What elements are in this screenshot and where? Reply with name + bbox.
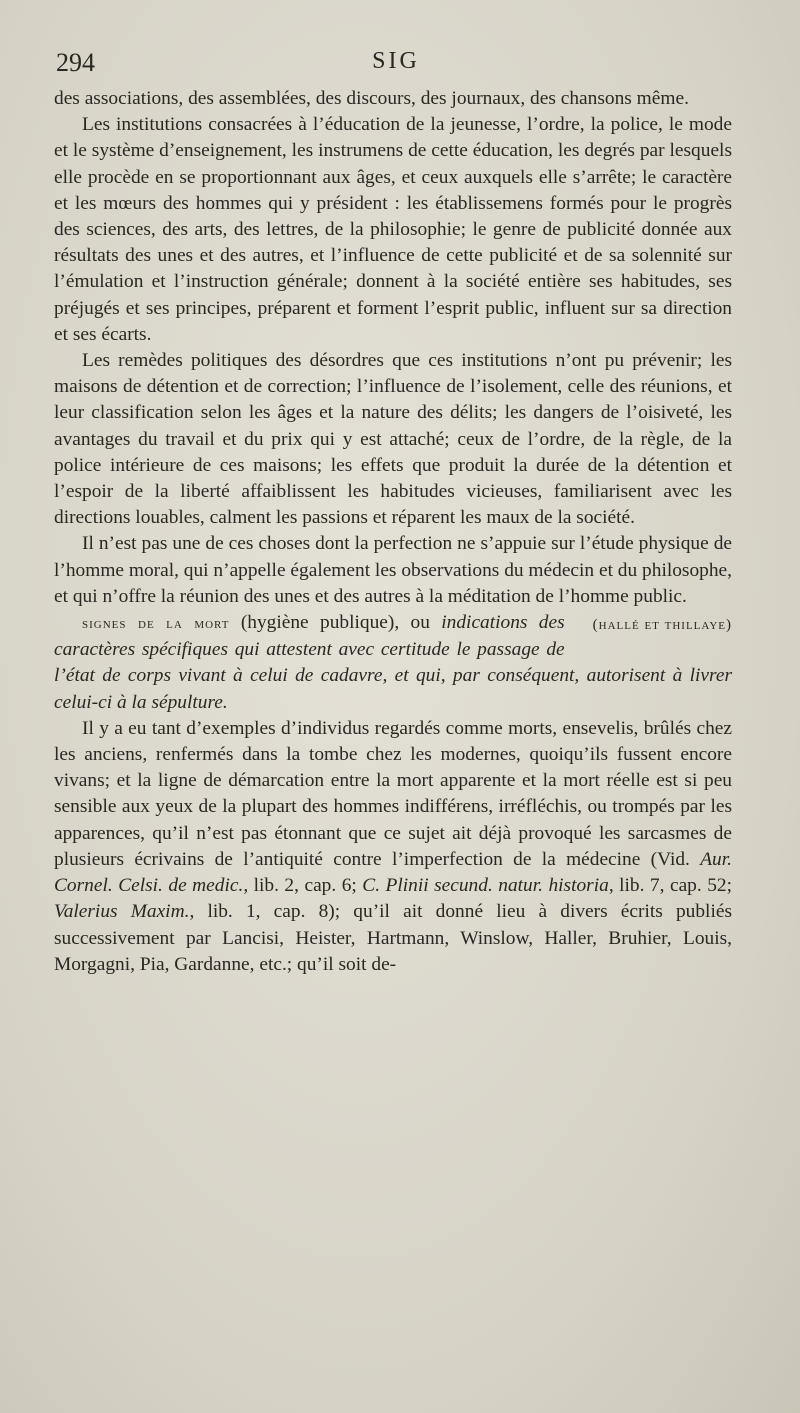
running-head: SIG: [372, 48, 420, 74]
paragraph-5-text: Il y a eu tant d’exemples d’individus regardés comme morts, ensevelis, brûlés chez les anciens, renfermés dans la tombe chez les modernes, quoiqu’ils fussent encore vivans; et la ligne de démarcation entre la mort apparente et la mort réelle est si peu sensible aux yeux de la plupart des hommes indifférens, irréfléchis, ou trompés par les apparences, qu’il n’est pas étonnant que ce sujet ait déjà provoqué les sarcasmes de plusieurs écrivains de l’antiquité contre l’imperfection de la médecine (Vid.: [54, 717, 732, 870]
paragraph-3: Les remèdes politiques des désordres que ces institutions n’ont pu prévenir; les maisons de détention et de correction; l’influence de l’isolement, celle des réunions, et leur classification selon les âges et la nature des délits; les dangers de l’oisiveté, les avantages du travail et du prix qui y est attaché; ceux de l’ordre, de la règle, de la police intérieure de ces maisons; les effets que produit la durée de la détention et l’espoir de la liberté affaiblissent les habitudes vicieuses, familiarisent avec les directions louables, calment les passions et réparent les maux de la société.: [54, 350, 732, 529]
paragraph-1: des associations, des assemblées, des discours, des journaux, des chansons même.: [54, 88, 689, 109]
reference-valerius: Valerius Maxim.: [54, 901, 190, 923]
entry-category: (hygiène publique), ou: [240, 612, 430, 634]
paragraph-5: [54, 716, 732, 978]
page-number: 294: [56, 48, 95, 77]
paragraph-4-text: Il n’est pas une de ces choses dont la perfection ne s’appuie sur l’étude physique de l’homme moral, qui n’appelle également les observations du médecin et du philosophe, et qui n’offre la réunion des unes et des autres à la méditation de l’homme public.: [54, 533, 732, 607]
reference-celsus: Aur. Cornel. Celsi. de medic.: [54, 848, 732, 897]
reference-pliny-detail: , lib. 7, cap. 52;: [608, 875, 732, 897]
reference-pliny: C. Plinii secund. natur. historia: [362, 875, 609, 897]
page-header: [56, 48, 736, 84]
reference-valerius-detail: , lib. 1, cap. 8); qu’il ait donné lieu à divers écrits publiés successivement par Lancisi, Heister, Hartmann, Winslow, Haller, Bruhier, Louis, Morgagni, Pia, Gardanne, etc.; qu’il soit de-: [54, 901, 732, 975]
paragraph-2: Les institutions consacrées à l’éducation de la jeunesse, l’ordre, la police, le mode et le système d’enseignement, les instrumens de cette éducation, les degrés par lesquels elle procède en se proportionnant aux âges, et ceux auxquels elle s’arrête; le caractère et les mœurs des hommes qui y président : les établissemens formés pour le progrès des sciences, des arts, des lettres, de la philosophie; le genre de publicité donnée aux résultats des unes et des autres, et l’influence de cette publicité et de sa solennité sur l’émulation et l’instruction générale; donnent à la société entière ses habitudes, ses préjugés et ses principes, préparent et forment l’esprit public, influent sur sa direction et ses écarts.: [54, 114, 732, 345]
author-signature: (hallé et thillaye): [592, 617, 732, 634]
entry-definition: indications des caractères spécifiques qui attestent avec certitude le passage de l’état de corps vivant à celui de cadavre, et qui, par conséquent, autorisent à livrer celui-ci à la sépulture.: [54, 612, 732, 713]
reference-celsus-detail: , lib. 2, cap. 6;: [243, 875, 357, 897]
body-text: [54, 86, 732, 978]
entry-headword: signes de la mort: [82, 615, 230, 633]
